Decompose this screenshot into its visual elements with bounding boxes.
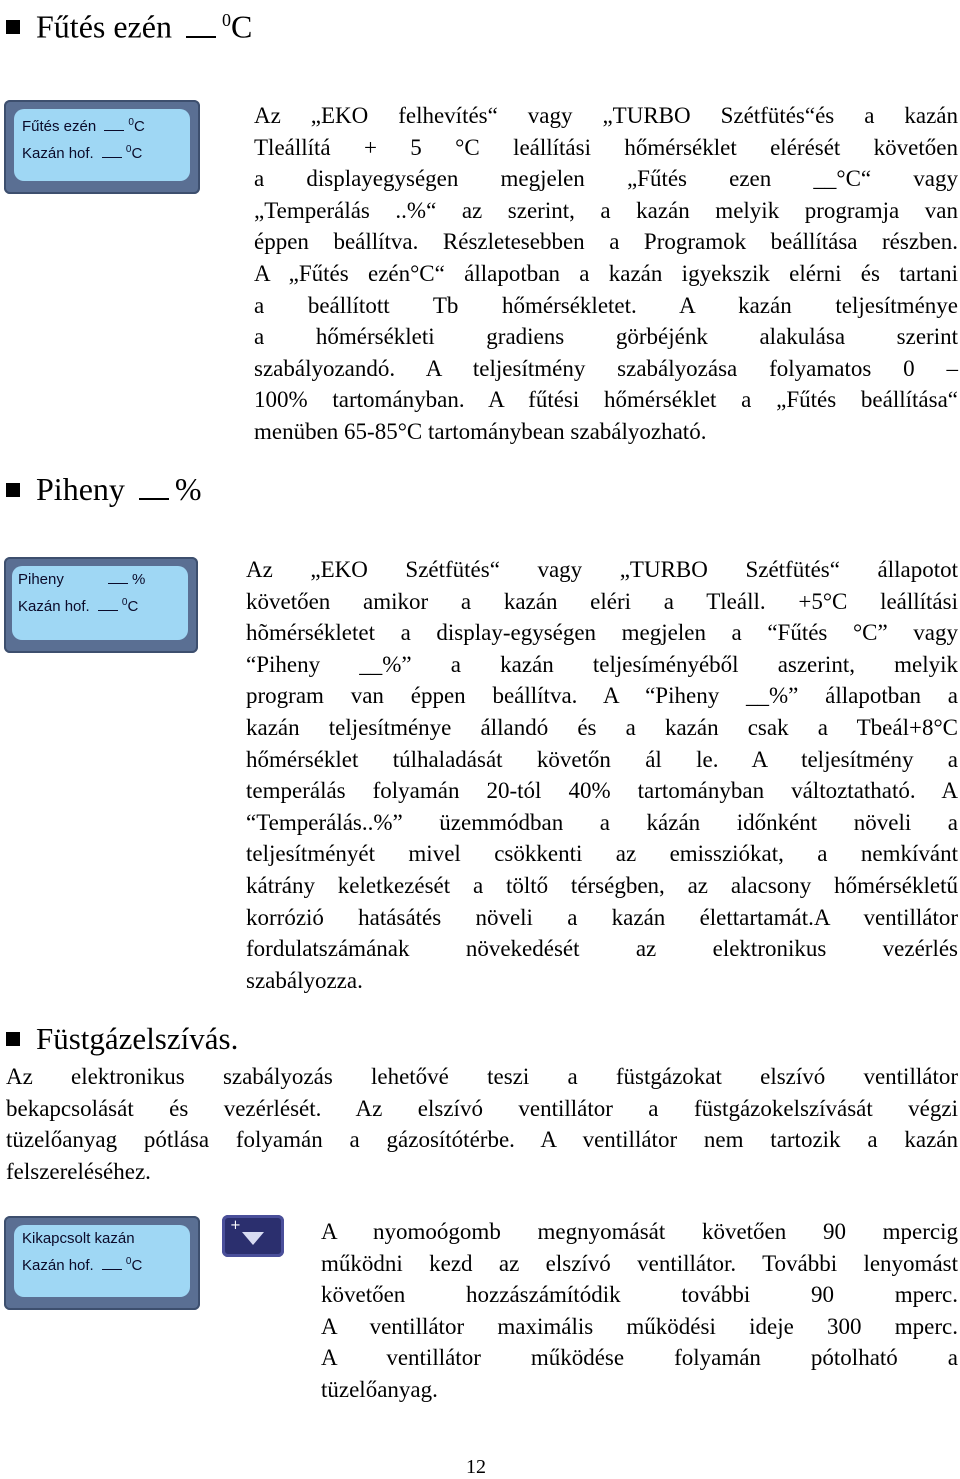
text-line: kátrány keletkezését a töltő térségben, az alacsony hőmérsékletű — [246, 872, 958, 898]
text-line: A ventillátor maximális működési ideje 300 mperc. — [321, 1313, 958, 1339]
text-line: A nyomoógomb megnyomását követően 90 mpercig — [321, 1219, 958, 1244]
paragraph-fustgaz — [6, 1061, 958, 1187]
plus-icon: + — [230, 1218, 241, 1233]
lcd-sup: 0 — [125, 1256, 132, 1267]
heading-futes-unit: C — [230, 8, 253, 45]
paragraph-futes — [254, 100, 958, 448]
bullet-square-icon — [6, 1032, 20, 1046]
section-heading-futes — [6, 2, 252, 45]
text-line: követően hozzászámítódik további 90 mperc. — [321, 1282, 958, 1308]
text-line: követően amikor a kazán eléri a Tleáll. +5°C leállítási — [246, 588, 958, 614]
text-line: Az elektronikus szabályozás lehetővé teszi a füstgázokat elszívó ventillátor — [6, 1064, 958, 1089]
text-line: “Piheny __%” a kazán teljesíményéből aszerint, melyik — [246, 651, 958, 677]
lcd-line1-label: Piheny — [18, 571, 64, 588]
text-line: szabályozandó. A teljesítmény szabályozása folyamatos 0 – — [254, 355, 958, 381]
text-line: Tleállítá + 5 °C leállítási hőmérséklet elérését követően — [254, 134, 958, 160]
text-line: temperálás folyamán 20-tól 40% tartományban változtatható. A — [246, 778, 958, 804]
text-line: szabályozza. — [246, 967, 363, 993]
text-line: működni kezd az elszívó ventillátor. További lenyomást — [321, 1250, 958, 1276]
lcd-blank — [108, 571, 128, 584]
lcd-sup: 0 — [125, 144, 132, 155]
bullet-square-icon — [6, 20, 20, 34]
heading-piheny-unit: % — [174, 471, 202, 507]
lcd-display-piheny — [4, 557, 198, 653]
text-line: “Temperálás..%” üzemmódban a kázán időnként növeli a — [246, 809, 958, 835]
text-line: teljesítményét mivel csökkenti az emissziókat, a nemkívánt — [246, 841, 958, 867]
degree-sup: 0 — [221, 10, 231, 30]
lcd-line2-unit: C — [131, 145, 143, 162]
text-line: fordulatszámának növekedését az elektronikus vezérlés — [246, 936, 958, 962]
heading-futes-title: Fűtés ezén — [36, 8, 172, 45]
text-line: hõmérsékletet a display-egységen megjelen a “Fűtés °C” vagy — [246, 620, 958, 646]
lcd-screen — [12, 566, 188, 640]
text-line: hőmérséklet túlhaladását követőn ál le. A teljesítmény a — [246, 746, 958, 772]
lcd-line2-label: Kazán hof. — [22, 1257, 94, 1274]
text-line: a displayegységen megjelen „Fűtés ezen __°C“ vagy — [254, 166, 958, 192]
lcd-line1-unit: C — [133, 118, 145, 135]
text-line: program van éppen beállítva. A “Piheny __%” állapotban a — [246, 683, 958, 709]
text-line: korrózió hatásátés növeli a kazán élettartamát.A ventillátor — [246, 904, 958, 930]
lcd-sup: 0 — [121, 597, 128, 608]
lcd-screen — [14, 1225, 190, 1297]
lcd-line2-label: Kazán hof. — [22, 145, 94, 162]
text-line: 100% tartományban. A fűtési hőmérséklet a „Fűtés beállítása“ — [254, 387, 958, 413]
text-line: tüzelőanyag pótlása folyamán a gázosítótérbe. A ventillátor nem tartozik a kazán — [6, 1127, 958, 1153]
lcd-sup: 0 — [128, 117, 134, 128]
heading-piheny-title: Piheny — [36, 471, 125, 507]
lcd-display-kikapcsolt — [4, 1216, 200, 1310]
lcd-line2-unit: C — [127, 598, 139, 615]
lcd-screen — [14, 109, 190, 181]
section-heading-fustgaz — [6, 1021, 238, 1057]
section-heading-piheny — [6, 471, 202, 507]
text-line: A „Fűtés ezén°C“ állapotban a kazán igyekszik elérni és tartani — [254, 260, 958, 286]
plus-key-button[interactable] — [222, 1215, 284, 1257]
text-line: a hőmérsékleti gradiens görbéjénk alakulása szerint — [254, 324, 958, 350]
lcd-line2-label: Kazán hof. — [18, 598, 90, 615]
page-number: 12 — [466, 1456, 486, 1478]
text-line: a beállított Tb hőmérsékletet. A kazán teljesítménye — [254, 292, 958, 318]
heading-fustgaz-title: Füstgázelszívás. — [36, 1021, 239, 1056]
lcd-blank — [102, 145, 122, 158]
text-line: kazán teljesítménye állandó és a kazán csak a Tbeál+8°C — [246, 714, 958, 740]
text-line: „Temperálás ..%“ az szerint, a kazán melyik programja van — [254, 197, 958, 223]
lcd-blank — [104, 118, 124, 131]
lcd-line2-unit: C — [131, 1257, 143, 1274]
text-line: bekapcsolását és vezérlését. Az elszívó ventillátor a füstgázokelszívását végzi — [6, 1095, 958, 1121]
text-line: éppen beállítva. Részletesebben a Programok beállítása részben. — [254, 229, 958, 255]
paragraph-ventillator — [321, 1216, 958, 1406]
lcd-blank — [102, 1257, 122, 1270]
triangle-down-icon — [242, 1232, 264, 1245]
text-line: Az „EKO felhevítés“ vagy „TURBO Szétfütés“és a kazán — [254, 103, 958, 128]
text-line: menüben 65-85°C tartománybean szabályozható. — [254, 418, 707, 444]
lcd-line1-label: Fűtés ezén — [22, 118, 97, 135]
lcd-display-futes — [4, 100, 200, 194]
text-line: tüzelőanyag. — [321, 1376, 438, 1402]
blank-line — [186, 14, 216, 38]
lcd-line1-unit: % — [132, 571, 146, 588]
text-line: felszereléséhez. — [6, 1158, 151, 1184]
lcd-line1-label: Kikapcsolt kazán — [22, 1230, 135, 1247]
blank-line — [139, 476, 169, 500]
text-line: A ventillátor működése folyamán pótolható a — [321, 1345, 958, 1371]
text-line: Az „EKO Szétfütés“ vagy „TURBO Szétfütés“ állapotot — [246, 557, 958, 582]
paragraph-piheny — [246, 554, 958, 996]
lcd-blank — [98, 598, 118, 611]
bullet-square-icon — [6, 483, 20, 497]
